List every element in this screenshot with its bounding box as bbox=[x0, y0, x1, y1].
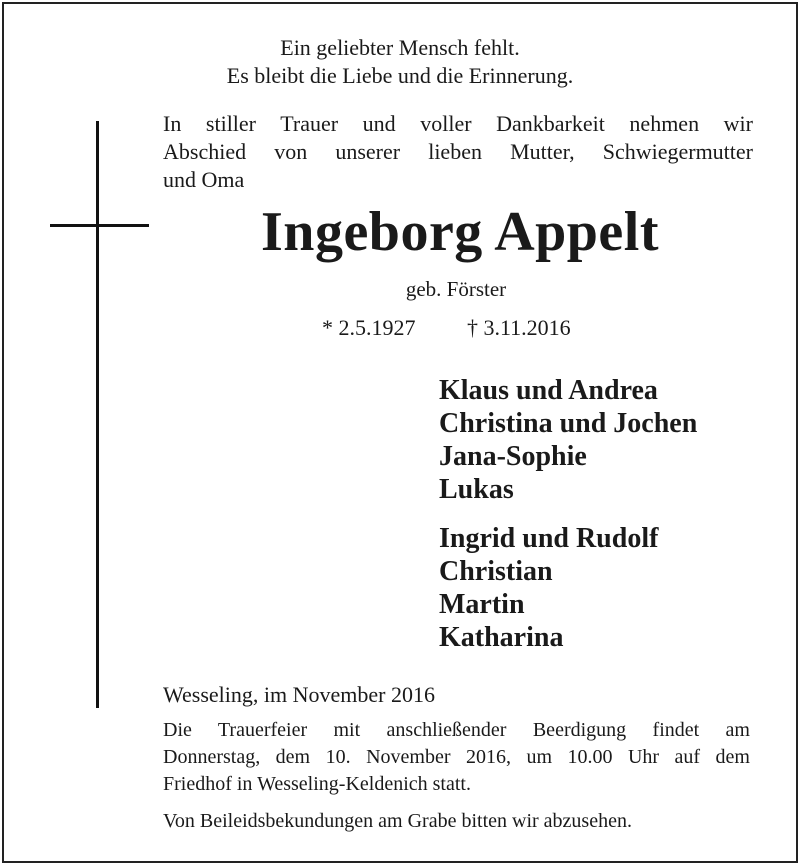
place-and-date: Wesseling, im November 2016 bbox=[163, 682, 435, 707]
service-info-line-3: Friedhof in Wesseling-Keldenich statt. bbox=[163, 773, 471, 795]
mourner-name: Christian bbox=[439, 556, 553, 587]
service-info-line-1: Die Trauerfeier mit anschließender Beerdigung findet am bbox=[163, 719, 750, 741]
mourner-name: Jana-Sophie bbox=[439, 441, 587, 472]
intro-line-3: und Oma bbox=[163, 167, 245, 192]
service-info-line-2: Donnerstag, dem 10. November 2016, um 10.00 Uhr auf dem bbox=[163, 746, 750, 768]
cross-vertical-bar bbox=[96, 121, 99, 708]
motto-line-1: Ein geliebter Mensch fehlt. bbox=[280, 35, 520, 60]
mourner-name: Lukas bbox=[439, 474, 514, 505]
death-date: † 3.11.2016 bbox=[467, 315, 571, 340]
motto-line-2: Es bleibt die Liebe und die Erinnerung. bbox=[226, 63, 574, 88]
birth-date: * 2.5.1927 bbox=[322, 315, 416, 340]
intro-line-2: Abschied von unserer lieben Mutter, Schwiegermutter bbox=[163, 139, 753, 164]
intro-line-1: In stiller Trauer und voller Dankbarkeit nehmen wir bbox=[163, 111, 753, 136]
mourner-name: Klaus und Andrea bbox=[439, 375, 658, 406]
mourner-name: Katharina bbox=[439, 622, 564, 653]
condolence-note: Von Beileidsbekundungen am Grabe bitten wir abzusehen. bbox=[163, 810, 632, 832]
mourner-name: Martin bbox=[439, 589, 525, 620]
deceased-name: Ingeborg Appelt bbox=[261, 201, 659, 263]
mourner-name: Ingrid und Rudolf bbox=[439, 523, 659, 554]
cross-horizontal-bar bbox=[50, 224, 149, 227]
mourner-name: Christina und Jochen bbox=[439, 408, 698, 439]
maiden-name: geb. Förster bbox=[405, 277, 507, 301]
